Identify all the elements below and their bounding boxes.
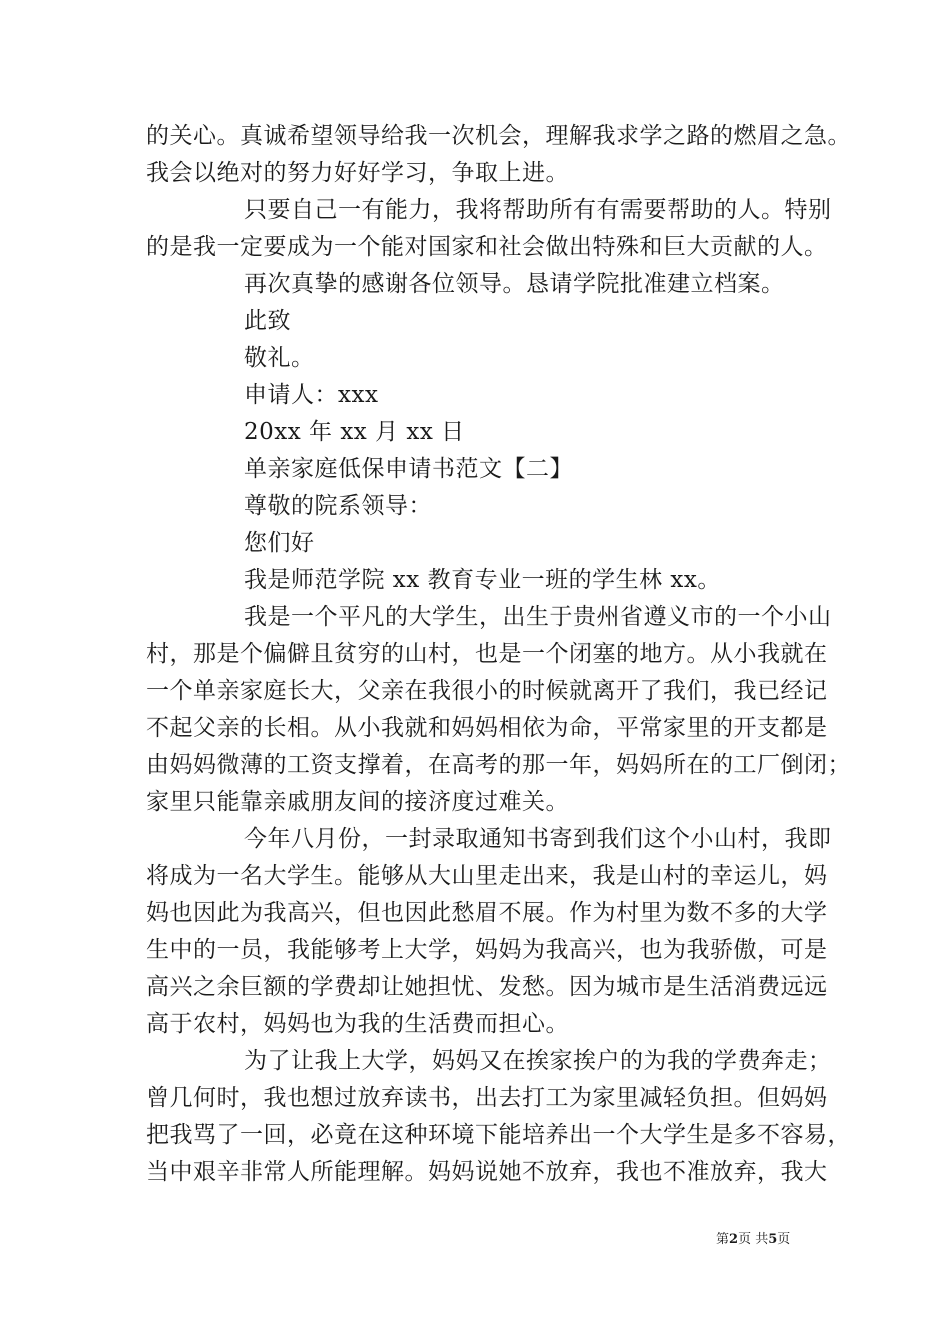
text-line: 由妈妈微薄的工资支撑着，在高考的那一年，妈妈所在的工厂倒闭； [146, 752, 851, 778]
document-body [146, 118, 851, 1191]
text-line: 为了让我上大学，妈妈又在挨家挨户的为我的学费奔走； [244, 1048, 832, 1074]
text-line: 不起父亲的长相。从小我就和妈妈相依为命，平常家里的开支都是 [146, 715, 828, 741]
current-page-number: 2 [729, 1232, 739, 1247]
text-line: 只要自己一有能力，我将帮助所有有需要帮助的人。特别 [244, 197, 832, 223]
text-line: 生中的一员，我能够考上大学，妈妈为我高兴，也为我骄傲，可是 [146, 937, 828, 963]
text-line: 我会以绝对的努力好好学习，争取上进。 [146, 160, 569, 186]
footer-suffix: 页 [777, 1232, 791, 1247]
closing-regards: 敬礼。 [244, 345, 315, 371]
text-line: 的关心。真诚希望领导给我一次机会，理解我求学之路的燃眉之急。 [146, 123, 851, 149]
text-line: 将成为一名大学生。能够从大山里走出来，我是山村的幸运儿，妈 [146, 863, 828, 889]
text-line: 一个单亲家庭长大，父亲在我很小的时候就离开了我们，我已经记 [146, 678, 828, 704]
text-line: 当中艰辛非常人所能理解。妈妈说她不放弃，我也不准放弃，我大 [146, 1159, 828, 1185]
text-line: 的是我一定要成为一个能对国家和社会做出特殊和巨大贡献的人。 [146, 234, 828, 260]
text-line: 再次真挚的感谢各位领导。恳请学院批准建立档案。 [244, 271, 785, 297]
section-title: 单亲家庭低保申请书范文【二】 [244, 456, 573, 482]
text-line: 高于农村，妈妈也为我的生活费而担心。 [146, 1011, 569, 1037]
page-number-footer [716, 1232, 790, 1248]
text-line: 妈也因此为我高兴，但也因此愁眉不展。作为村里为数不多的大学 [146, 900, 828, 926]
text-line: 我是师范学院 xx 教育专业一班的学生林 xx。 [244, 567, 721, 593]
total-page-count: 5 [768, 1232, 778, 1247]
text-line: 村，那是个偏僻且贫穷的山村，也是一个闭塞的地方。从小我就在 [146, 641, 828, 667]
footer-middle: 页 共 [738, 1232, 769, 1247]
text-line: 您们好 [244, 530, 315, 556]
signature-date: 20xx 年 xx 月 xx 日 [244, 419, 465, 445]
text-line: 今年八月份，一封录取通知书寄到我们这个小山村，我即 [244, 826, 832, 852]
text-line: 家里只能靠亲戚朋友间的接济度过难关。 [146, 789, 569, 815]
text-line: 曾几何时，我也想过放弃读书，出去打工为家里减轻负担。但妈妈 [146, 1085, 828, 1111]
text-line: 我是一个平凡的大学生，出生于贵州省遵义市的一个小山 [244, 604, 832, 630]
footer-prefix: 第 [716, 1232, 730, 1247]
closing-salutation: 此致 [244, 308, 291, 334]
applicant-signature: 申请人：xxx [244, 382, 379, 408]
text-line: 把我骂了一回，必竟在这种环境下能培养出一个大学生是多不容易， [146, 1122, 851, 1148]
letter-greeting: 尊敬的院系领导： [244, 493, 432, 519]
text-line: 高兴之余巨额的学费却让她担忧、发愁。因为城市是生活消费远远 [146, 974, 828, 1000]
